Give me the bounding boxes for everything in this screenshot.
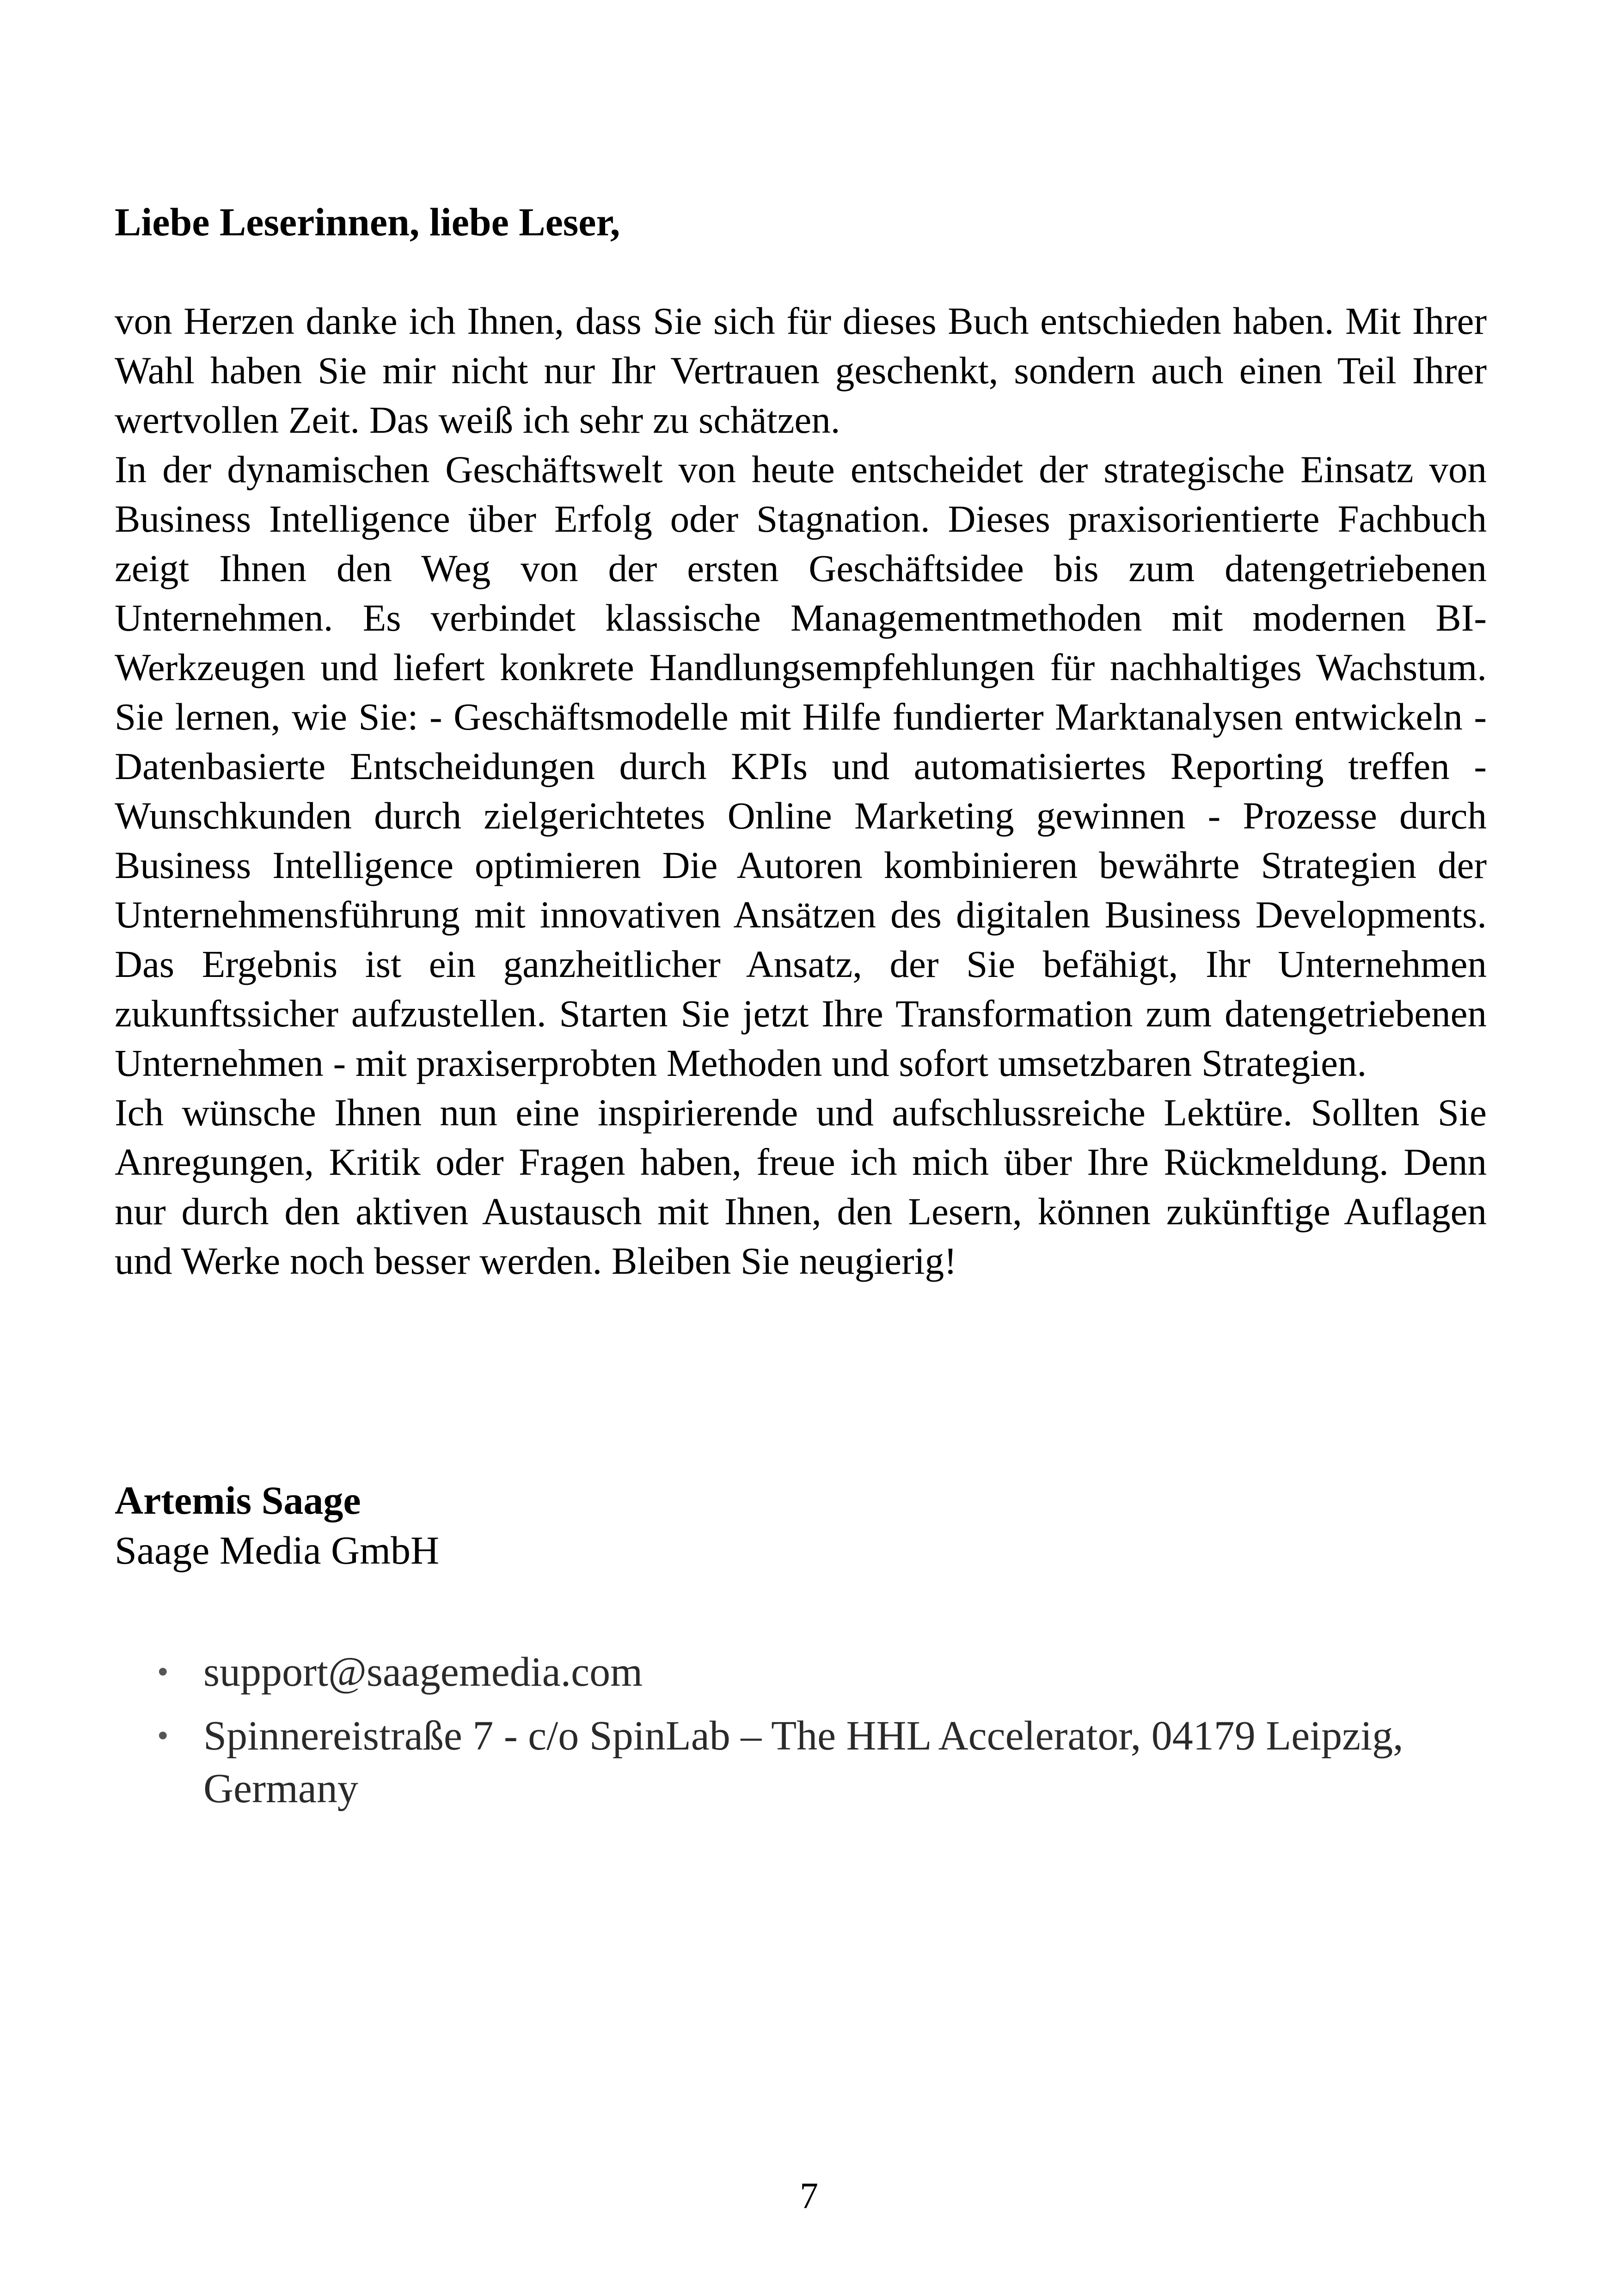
paragraph-book-description: In der dynamischen Geschäftswelt von heute entscheidet der strategische Einsatz von Business Intelligence über Erfolg oder Stagnation. Dieses praxisorientierte Fachbuch zeigt Ihnen den Weg von der ersten Geschäftsidee bis zum datengetriebenen Unternehmen. Es verbindet klassische Managementmethoden mit modernen BI-Werkzeugen und liefert konkrete Handlungsempfehlungen für nachhaltiges Wachstum. Sie lernen, wie Sie: - Geschäftsmodelle mit Hilfe fundierter Marktanalysen entwickeln - Datenbasierte Entscheidungen durch KPIs und automatisiertes Reporting treffen - Wunschkunden durch zielgerichtetes Online Marketing gewinnen - Prozesse durch Business Intelligence optimieren Die Autoren kombinieren bewährte Strategien der Unternehmensführung mit innovativen Ansätzen des digitalen Business Developments. Das Ergebnis ist ein ganzheitlicher Ansatz, der Sie befähigt, Ihr Unternehmen zukunftssicher aufzustellen. Starten Sie jetzt Ihre Transformation zum datengetriebenen Unternehmen - mit praxiserprobten Methoden und sofort umsetzbaren Strategien. — [115, 448, 1487, 1084]
contact-email-item — [157, 1646, 1498, 1699]
contact-address-item — [157, 1710, 1498, 1815]
page-number: 7 — [800, 2176, 818, 2216]
email-address: support@saagemedia.com — [203, 1649, 643, 1695]
author-name: Artemis Saage — [115, 1478, 361, 1522]
bullet-icon: • — [157, 1654, 169, 1690]
letter-body — [115, 296, 1487, 1286]
paragraph-closing: Ich wünsche Ihnen nun eine inspirierende und aufschlussreiche Lektüre. Sollten Sie Anregungen, Kritik oder Fragen haben, freue ich mich über Ihre Rückmeldung. Denn nur durch den aktiven Austausch mit Ihnen, den Lesern, können zukünftige Auflagen und Werke noch besser werden. Bleiben Sie neugierig! — [115, 1091, 1487, 1282]
paragraph-thanks: von Herzen danke ich Ihnen, dass Sie sich für dieses Buch entschieden haben. Mit Ihrer Wahl haben Sie mir nicht nur Ihr Vertrauen geschenkt, sondern auch einen Teil Ihrer wertvollen Zeit. Das weiß ich sehr zu schätzen. — [115, 300, 1487, 441]
company-name: Saage Media GmbH — [115, 1528, 440, 1572]
contact-list — [157, 1646, 1498, 1826]
bullet-icon: • — [157, 1718, 169, 1754]
postal-address: Spinnereistraße 7 - c/o SpinLab – The HHL Accelerator, 04179 Leipzig, Germany — [203, 1713, 1403, 1811]
salutation: Liebe Leserinnen, liebe Leser, — [115, 200, 620, 244]
